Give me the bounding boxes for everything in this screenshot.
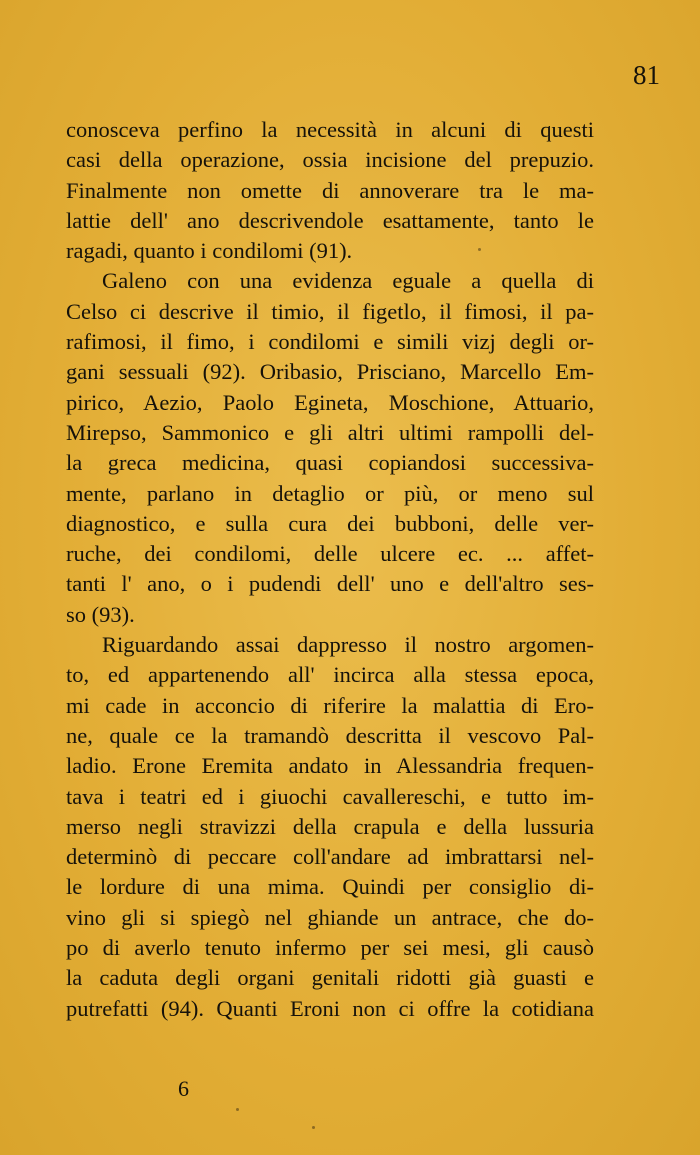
text-line: putrefatti (94). Quanti Eroni non ci offre la cotidiana (66, 995, 594, 1021)
text-line: vino gli si spiegò nel ghiande un antrace, che do- (66, 904, 594, 930)
text-line: tava i teatri ed i giuochi cavallereschi, e tutto im- (66, 783, 594, 809)
text-line: merso negli stravizzi della crapula e della lussuria (66, 813, 594, 839)
text-line: gani sessuali (92). Oribasio, Prisciano, Marcello Em- (66, 359, 594, 385)
text-line: so (93). (66, 601, 135, 627)
text-line: lattie dell' ano descrivendole esattamente, tanto le (66, 207, 594, 233)
text-line: la caduta degli organi genitali ridotti già guasti e (66, 965, 594, 991)
text-line: ruche, dei condilomi, delle ulcere ec. ... affet- (66, 541, 594, 567)
text-line: la greca medicina, quasi copiandosi successiva- (66, 450, 594, 476)
body-text (66, 115, 594, 1024)
paper-speck (312, 1126, 315, 1129)
text-line: ladio. Erone Eremita andato in Alessandria frequen- (66, 753, 594, 779)
text-line: to, ed appartenendo all' incirca alla stessa epoca, (66, 662, 594, 688)
page-number: 81 (633, 60, 660, 90)
text-line: tanti l' ano, o i pudendi dell' uno e dell'altro ses- (66, 571, 594, 597)
paragraph-start-line: Galeno con una evidenza eguale a quella di (102, 268, 594, 294)
text-line: conosceva perfino la necessità in alcuni di questi (66, 117, 594, 142)
text-line: rafimosi, il fimo, i condilomi e simili vizj degli or- (66, 329, 594, 355)
paragraph-start-line: Riguardando assai dappresso il nostro argomen- (102, 632, 594, 658)
text-line: determinò di peccare coll'andare ad imbrattarsi nel- (66, 844, 594, 870)
text-line: Finalmente non omette di annoverare tra le ma- (66, 177, 594, 203)
paper-speck (478, 248, 481, 251)
text-line: le lordure di una mima. Quindi per consiglio di- (66, 874, 594, 900)
text-line: mi cade in acconcio di riferire la malattia di Ero- (66, 692, 594, 718)
text-line: pirico, Aezio, Paolo Egineta, Moschione, Attuario, (66, 389, 594, 415)
text-line: ragadi, quanto i condilomi (91). (66, 238, 353, 264)
text-line: Celso ci descrive il timio, il figetlo, il fimosi, il pa- (66, 298, 594, 324)
paper-speck (236, 1108, 239, 1111)
text-line: mente, parlano in detaglio or più, or meno sul (66, 480, 594, 506)
signature-mark: 6 (178, 1076, 189, 1101)
text-line: ne, quale ce la tramandò descritta il vescovo Pal- (66, 722, 594, 748)
text-line: po di averlo tenuto infermo per sei mesi, gli causò (66, 935, 594, 961)
text-line: diagnostico, e sulla cura dei bubboni, delle ver- (66, 510, 594, 536)
text-line: casi della operazione, ossia incisione del prepuzio. (66, 147, 594, 173)
text-line: Mirepso, Sammonico e gli altri ultimi rampolli del- (66, 419, 594, 445)
